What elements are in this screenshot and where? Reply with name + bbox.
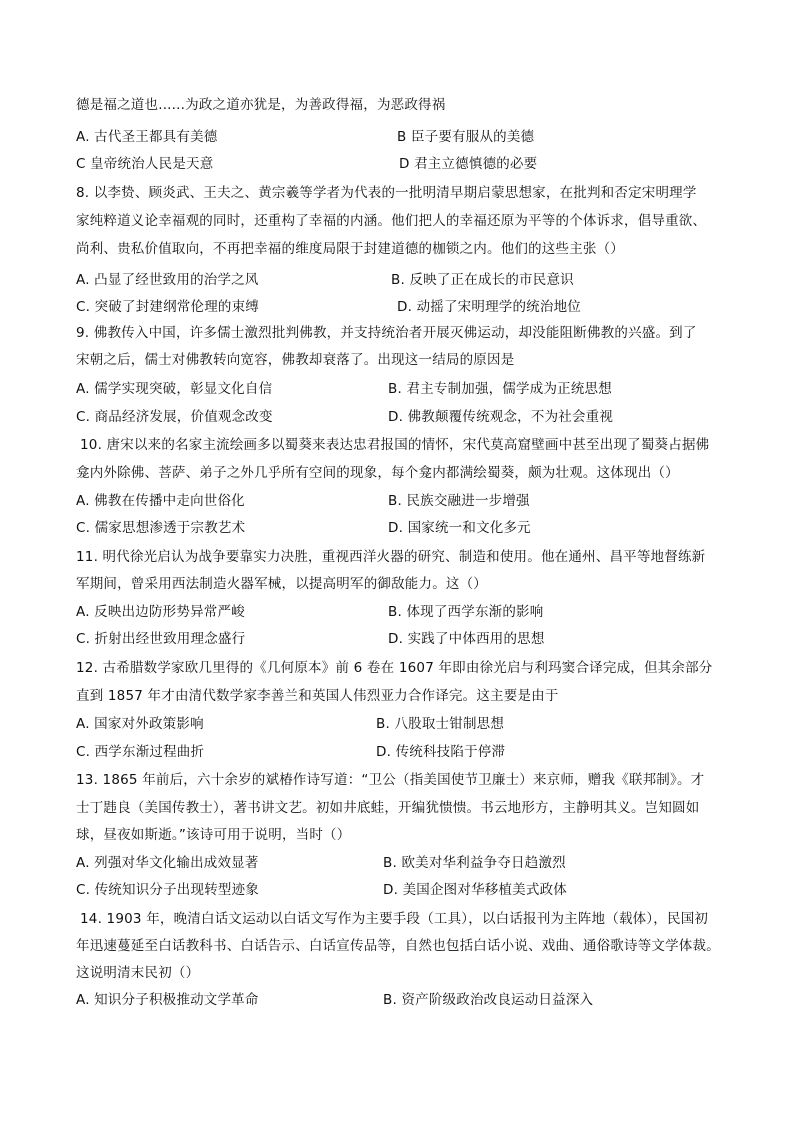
q14-stem-line-2: 年迅速蔓延至白话教科书、白话告示、白话宣传品等，自然也包括白话小说、戏曲、通俗歌诗等文学体裁。 xyxy=(76,938,720,954)
q12-stem-line-1: 12. 古希腊数学家欧几里得的《几何原本》前 6 卷在 1607 年即由徐光启与利玛窦合译完成，但其余部分 xyxy=(76,660,713,676)
q9-option-b: B. 君主专制加强，儒学成为正统思想 xyxy=(388,381,612,397)
q9-stem-line-1: 9. 佛教传入中国，许多儒士激烈批判佛教，并支持统治者开展灭佛运动，却没能阻断佛教的兴盛。到了 xyxy=(76,325,697,341)
q13-option-a: A. 列强对华文化输出成效显著 xyxy=(76,855,259,871)
q12-option-c: C. 西学东渐过程曲折 xyxy=(76,744,205,760)
q12-stem-line-2: 直到 1857 年才由清代数学家李善兰和英国人伟烈亚力合作译完。这主要是由于 xyxy=(76,688,559,704)
q10-option-a: A. 佛教在传播中走向世俗化 xyxy=(76,493,245,509)
q13-stem-line-2: 士丁韪良（美国传教士），著书讲文艺。初如井底蛙，开编犹愦愦。书云地形方，主静明其义。岂知圆如 xyxy=(76,800,700,816)
q11-option-b: B. 体现了西学东渐的影响 xyxy=(388,604,544,620)
q14-option-b: B. 资产阶级政治改良运动日益深入 xyxy=(383,992,594,1008)
q8-option-a: A. 凸显了经世致用的治学之风 xyxy=(76,272,259,288)
q10-stem-line-1: 10. 唐宋以来的名家主流绘画多以蜀葵来表达忠君报国的情怀，宋代莫高窟壁画中甚至出现了蜀葵占据佛 xyxy=(80,437,710,453)
q8-option-c: C. 突破了封建纲常伦理的束缚 xyxy=(76,299,260,315)
q10-option-d: D. 国家统一和文化多元 xyxy=(388,520,531,536)
q13-stem-line-1: 13. 1865 年前后，六十余岁的斌椿作诗写道：“卫公（指美国使节卫廉士）来京师，赠我《联邦制》。才 xyxy=(76,772,705,788)
q10-stem-line-2: 龛内外除佛、菩萨、弟子之外几乎所有空间的现象，每个龛内都满绘蜀葵，颇为壮观。这体现出（） xyxy=(76,465,679,481)
q13-option-c: C. 传统知识分子出现转型迹象 xyxy=(76,882,260,898)
q11-option-d: D. 实践了中体西用的思想 xyxy=(388,631,545,647)
q14-stem-line-1: 14. 1903 年，晚清白话文运动以白话文写作为主要手段（工具），以白话报刊为主阵地（载体），民国初 xyxy=(80,911,709,927)
q13-option-b: B. 欧美对华利益争夺日趋激烈 xyxy=(383,855,566,871)
q9-option-a: A. 儒学实现突破，彰显文化自信 xyxy=(76,381,273,397)
q8-option-d: D. 动摇了宋明理学的统治地位 xyxy=(397,299,581,315)
q10-option-b: B. 民族交融进一步增强 xyxy=(388,493,530,509)
q7-option-a: A. 古代圣王都具有美德 xyxy=(76,129,218,145)
q11-stem-line-2: 军期间，曾采用西法制造火器军械，以提高明军的御敌能力。这（） xyxy=(76,576,487,592)
q12-option-d: D. 传统科技陷于停滞 xyxy=(376,744,506,760)
q8-stem-line-3: 尚利、贵私价值取向，不再把幸福的维度局限于封建道德的枷锁之内。他们的这些主张（） xyxy=(76,241,624,257)
q10-option-c: C. 儒家思想渗透于宗教艺术 xyxy=(76,520,246,536)
q11-option-c: C. 折射出经世致用理念盛行 xyxy=(76,631,246,647)
q9-option-d: D. 佛教颠覆传统观念，不为社会重视 xyxy=(388,409,614,425)
q11-stem-line-1: 11. 明代徐光启认为战争要靠实力决胜，重视西洋火器的研究、制造和使用。他在通州、昌平等地督练新 xyxy=(76,549,706,565)
q14-stem-line-3: 这说明清末民初（） xyxy=(76,965,200,981)
q9-option-c: C. 商品经济发展，价值观念改变 xyxy=(76,409,273,425)
q9-stem-line-2: 宋朝之后，儒士对佛教转向宽容，佛教却衰落了。出现这一结局的原因是 xyxy=(76,352,515,368)
q7-option-d: D 君主立德慎德的必要 xyxy=(399,156,538,172)
q8-stem-line-1: 8. 以李贽、顾炎武、王夫之、黄宗羲等学者为代表的一批明清早期启蒙思想家，在批判和否定宋明理学 xyxy=(76,185,697,201)
q13-option-d: D. 美国企图对华移植美式政体 xyxy=(383,882,567,898)
q8-stem-line-2: 家纯粹道义论幸福观的同时，还重构了幸福的内涵。他们把人的幸福还原为平等的个体诉求，倡导重欲、 xyxy=(76,213,707,229)
q8-option-b: B. 反映了正在成长的市民意识 xyxy=(391,272,574,288)
q12-option-b: B. 八股取士钳制思想 xyxy=(376,716,505,732)
q14-option-a: A. 知识分子积极推动文学革命 xyxy=(76,992,259,1008)
q12-option-a: A. 国家对外政策影响 xyxy=(76,716,204,732)
q11-option-a: A. 反映出边防形势异常严峻 xyxy=(76,604,245,620)
intro-line: 德是福之道也......为政之道亦犹是，为善政得福，为恶政得祸 xyxy=(76,97,446,113)
q7-option-c: C 皇帝统治人民是天意 xyxy=(76,156,214,172)
q7-option-b: B 臣子要有服从的美德 xyxy=(397,129,535,145)
q13-stem-line-3: 球，昼夜如斯逝。”该诗可用于说明，当时（） xyxy=(76,827,351,843)
